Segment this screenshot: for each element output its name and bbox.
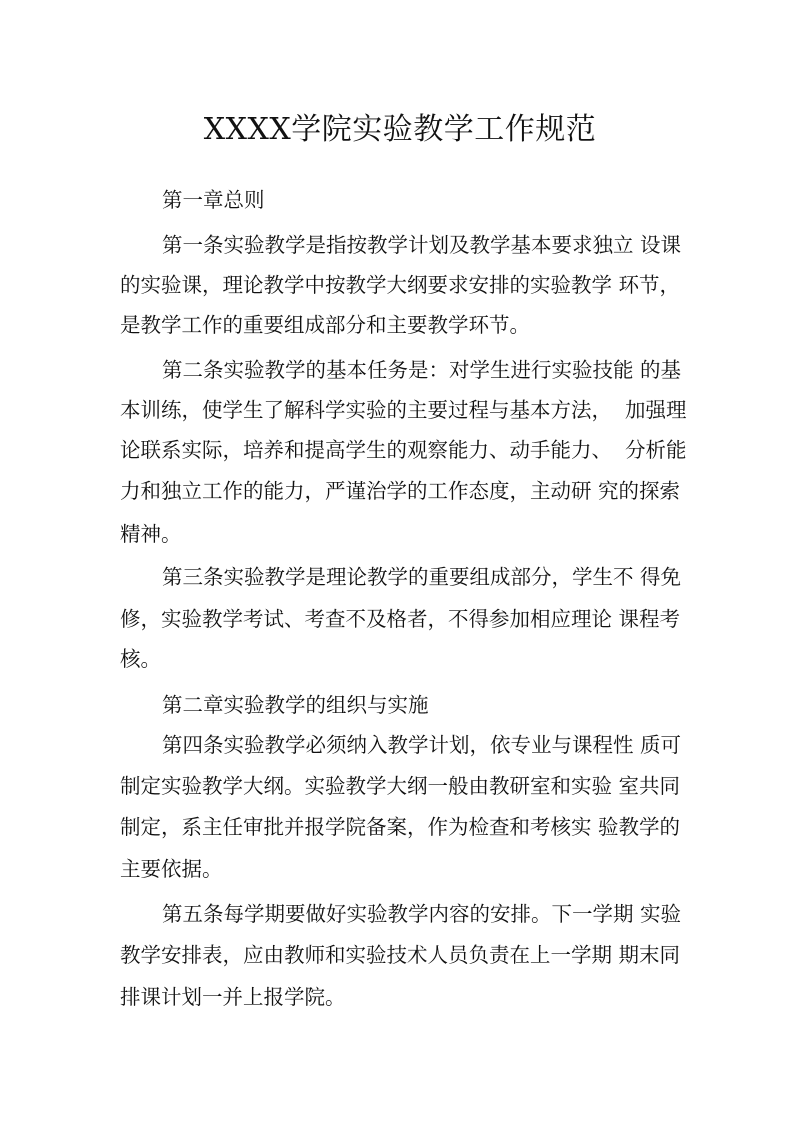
chapter-heading: 第一章总则 — [162, 188, 265, 212]
paragraph-line: 第二条实验教学的基本任务是：对学生进行实验技能 的基 — [162, 358, 682, 382]
paragraph-line: 第三条实验教学是理论教学的重要组成部分，学生不 得免 — [162, 565, 682, 589]
paragraph-line: 制定实验教学大纲。实验教学大纲一般由教研室和实验 室共同 — [120, 774, 681, 798]
document-title: XXXX学院实验教学工作规范 — [203, 112, 597, 147]
paragraph-line: 是教学工作的重要组成部分和主要教学环节。 — [120, 313, 530, 337]
paragraph-line: 第五条每学期要做好实验教学内容的安排。下一学期 实验 — [162, 902, 682, 926]
paragraph-line: 主要依据。 — [120, 857, 223, 881]
paragraph-line: 修，实验教学考试、考查不及格者，不得参加相应理论 课程考 — [120, 607, 681, 631]
paragraph-line: 第四条实验教学必须纳入教学计划，依专业与课程性 质可 — [162, 733, 682, 757]
paragraph-line: 的实验课，理论教学中按教学大纲要求安排的实验教学 环节， — [120, 273, 681, 297]
paragraph-line: 教学安排表，应由教师和实验技术人员负责在上一学期 期末同 — [120, 943, 681, 967]
paragraph-line: 精神。 — [120, 522, 182, 546]
paragraph-line: 第一条实验教学是指按教学计划及教学基本要求独立 设课 — [162, 233, 682, 257]
paragraph-line: 核。 — [120, 647, 161, 671]
paragraph-line: 本训练，使学生了解科学实验的主要过程与基本方法， 加强理 — [120, 398, 687, 422]
chapter-heading: 第二章实验教学的组织与实施 — [162, 693, 429, 717]
paragraph-line: 制定，系主任审批并报学院备案，作为检查和考核实 验教学的 — [120, 815, 681, 839]
paragraph-line: 排课计划一并上报学院。 — [120, 985, 346, 1009]
paragraph-line: 力和独立工作的能力，严谨治学的工作态度，主动研 究的探索 — [120, 479, 681, 503]
paragraph-line: 论联系实际，培养和提高学生的观察能力、动手能力、 分析能 — [120, 438, 687, 462]
